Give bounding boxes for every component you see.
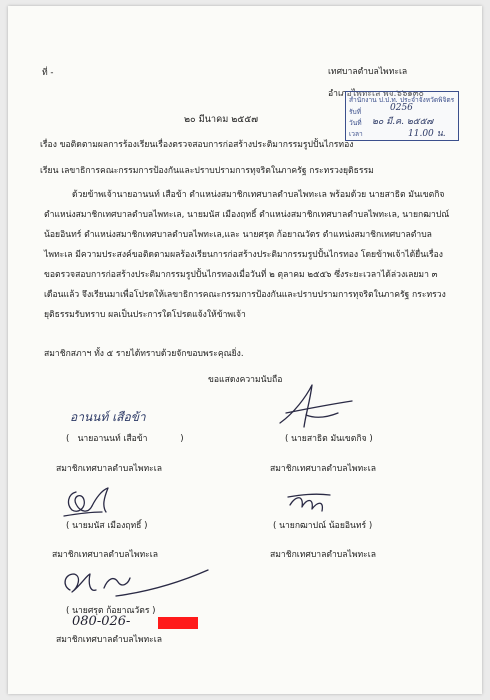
body-line: ตำแหน่งสมาชิกเทศบาลตำบลไพทะเล, นายมนัส เมืองฤทธิ์ ตำแหน่งสมาชิกเทศบาลตำบลไพทะเล, นายกฒาปณ์: [44, 210, 450, 220]
signatory-2-role: สมาชิกเทศบาลตำบลไพทะเล: [270, 464, 376, 474]
letter-subject: เรื่อง ขอติดตามผลการร้องเรียนเรื่องตรวจสอบการก่อสร้างประติมากรรมรูปปั้นไกรทอง: [40, 140, 354, 150]
body-line: น้อยอินทร์ ตำแหน่งสมาชิกเทศบาลตำบลไพทะเล,และ นายศรุต ก้อยาณวัตร ตำแหน่งสมาชิกเทศบาลตำบล: [44, 230, 432, 240]
signature-2: [276, 383, 356, 435]
signatory-1-name-text: นายอานนท์ เสือข้า: [77, 434, 148, 444]
handwritten-phone: 080-026-: [72, 614, 131, 629]
letter-body: [44, 185, 449, 325]
stamp-date-value: ๒๐ มี.ค. ๒๕๕๗: [372, 117, 434, 127]
document-number: ที่ -: [42, 68, 54, 78]
receiving-stamp: [345, 91, 459, 141]
letter-page: [8, 6, 482, 694]
stamp-receipt-number: 0256: [390, 103, 413, 113]
organization-name: เทศบาลตำบลไพทะเล: [328, 67, 408, 77]
signatory-5-role: สมาชิกเทศบาลตำบลไพทะเล: [56, 635, 162, 645]
body-line: ยุติธรรมรับทราบ ผลเป็นประการใดโปรดแจ้งให้ข้าพเจ้า: [44, 310, 246, 320]
body-line: เดือนแล้ว จึงเรียนมาเพื่อโปรดให้เลขาธิการคณะกรรมการป้องกันและปราบปรามการทุจริตในภาครัฐ กระทรวง: [44, 290, 446, 300]
signatory-3-name: ( นายมนัส เมืองฤทธิ์ ): [66, 521, 148, 531]
signatory-1-role: สมาชิกเทศบาลตำบลไพทะเล: [56, 464, 162, 474]
signatory-2-name: ( นายสาธิต มันเขตกิจ ): [285, 434, 373, 444]
signatory-4-name-text: นายกฒาปณ์ น้อยอินทร์: [279, 521, 367, 531]
letter-recipient: เรียน เลขาธิการคณะกรรมการป้องกันและปราบปรามการทุจริตในภาครัฐ กระทรวงยุติธรรม: [40, 166, 374, 176]
body-line: ขอตรวจสอบการก่อสร้างประติมากรรมรูปปั้นไกรทองเมื่อวันที่ ๒ ตุลาคม ๒๕๕๖ ซึ่งระยะเวลาได้ล่วงเลยมา ๓: [44, 270, 438, 280]
organization-address: อำเภอไพทะเล พจ.๖๖๑๓๐: [328, 89, 424, 99]
signature-4: [286, 491, 336, 517]
stamp-date-label: วันที่: [349, 119, 362, 127]
stamp-office: สำนักงาน ป.ป.ท. ประจำจังหวัดพิจิตร: [349, 96, 455, 104]
signatory-4-name: ( นายกฒาปณ์ น้อยอินทร์ ): [273, 521, 373, 531]
signatory-4-role: สมาชิกเทศบาลตำบลไพทะเล: [270, 550, 376, 560]
signatory-3-name-text: นายมนัส เมืองฤทธิ์: [72, 521, 142, 531]
signature-1: อานนท์ เสือข้า: [70, 410, 146, 424]
redaction-box: [158, 617, 198, 629]
signature-5: [56, 566, 216, 606]
closing-note: สมาชิกสภาฯ ทั้ง ๕ รายได้ทราบด้วยจักขอบพระคุณยิ่ง.: [44, 349, 244, 359]
stamp-time-label: เวลา: [349, 130, 363, 138]
signatory-3-role: สมาชิกเทศบาลตำบลไพทะเล: [52, 550, 158, 560]
stamp-time-value: 11.00 น.: [408, 129, 446, 139]
letter-date: ๒๐ มีนาคม ๒๕๕๗: [184, 114, 259, 125]
signatory-5-name-text: นายศรุต ก้อยาณวัตร: [72, 606, 150, 616]
body-line: ไพทะเล มีความประสงค์ขอติดตามผลร้องเรียนการก่อสร้างประติมากรรมรูปปั้นไกรทอง โดยข้าพเจ้าได้ยื่นเรื่อง: [44, 250, 443, 260]
signatory-2-name-text: นายสาธิต มันเขตกิจ: [291, 434, 367, 444]
stamp-receipt-label: รับที่: [349, 108, 362, 116]
signatory-1-name: ( นายอานนท์ เสือข้า ): [66, 434, 184, 444]
sign-off: ขอแสดงความนับถือ: [208, 375, 283, 385]
signatory-5-name: ( นายศรุต ก้อยาณวัตร ): [66, 606, 156, 616]
body-line: ด้วยข้าพเจ้านายอานนท์ เสือข้า ตำแหน่งสมาชิกเทศบาลตำบลไพทะเล พร้อมด้วย นายสาธิต มันเขตกิจ: [72, 190, 445, 200]
